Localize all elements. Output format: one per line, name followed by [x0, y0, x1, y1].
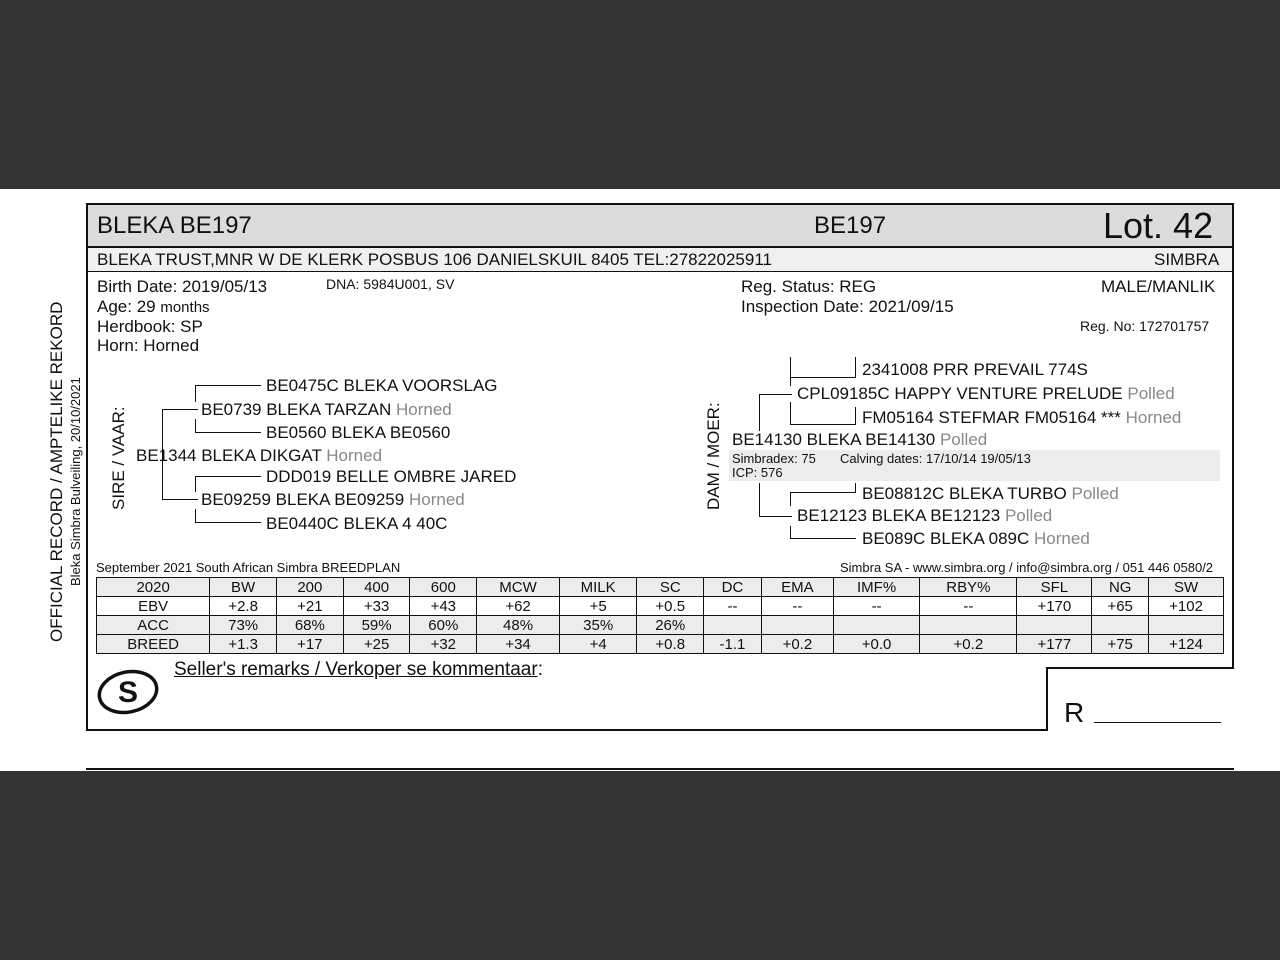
- table-cell: +0.2: [920, 635, 1017, 654]
- sire-sire-name: BE0739 BLEKA TARZAN: [201, 400, 392, 419]
- herdbook: Herdbook: SP: [97, 317, 203, 336]
- dam-sire-sire: 2341008 PRR PREVAIL 774S: [862, 360, 1088, 379]
- table-cell: [761, 616, 833, 635]
- table-cell: +4: [559, 635, 636, 654]
- inspection-date: Inspection Date: 2021/09/15: [741, 297, 954, 316]
- reg-status: Reg. Status: REG: [741, 277, 877, 296]
- table-cell: +32: [410, 635, 477, 654]
- table-cell: 73%: [210, 616, 277, 635]
- ebv-row-ebv: [97, 597, 1224, 616]
- ebv-header-cell: 400: [343, 578, 410, 597]
- sire-dam-sire: DDD019 BELLE OMBRE JARED: [266, 467, 517, 486]
- dam-sire: [797, 384, 1175, 404]
- table-cell: +0.5: [637, 597, 704, 616]
- dam-sire-dam-name: FM05164 STEFMAR FM05164 ***: [862, 408, 1121, 427]
- table-cell: +17: [277, 635, 344, 654]
- breedplan-title: September 2021 South African Simbra BREEDPLAN: [96, 560, 401, 575]
- sire-dam-name: BE09259 BLEKA BE09259: [201, 490, 405, 509]
- ebv-header-cell: SFL: [1017, 578, 1092, 597]
- official-record-label: OFFICIAL RECORD / AMPTELIKE REKORD: [47, 301, 66, 642]
- table-cell: +33: [343, 597, 410, 616]
- table-cell: [1092, 616, 1149, 635]
- auction-label: Bleka Simbra Bulveiling, 20/10/2021: [68, 377, 83, 586]
- price-field[interactable]: [1094, 722, 1221, 723]
- table-cell: +0.0: [833, 635, 919, 654]
- table-cell: +102: [1149, 597, 1224, 616]
- ebv-header-cell: EMA: [761, 578, 833, 597]
- reg-number: Reg. No: 172701757: [1080, 318, 1210, 334]
- dam-dam-sire: [862, 484, 1119, 504]
- sire-name: BE1344 BLEKA DIKGAT: [136, 446, 322, 465]
- simbradex: Simbradex: 75: [732, 451, 816, 466]
- dam-dam-sire-name: BE08812C BLEKA TURBO: [862, 484, 1067, 503]
- table-cell: ACC: [97, 616, 210, 635]
- table-cell: +43: [410, 597, 477, 616]
- sire-dam-horn: Horned: [408, 490, 465, 509]
- sire-sire-sire: BE0475C BLEKA VOORSLAG: [266, 376, 498, 395]
- table-cell: +0.2: [761, 635, 833, 654]
- table-cell: BREED: [97, 635, 210, 654]
- table-cell: -1.1: [704, 635, 762, 654]
- sire-label: SIRE / VAAR:: [109, 406, 128, 510]
- table-cell: [920, 616, 1017, 635]
- ebv-header-cell: SW: [1149, 578, 1224, 597]
- dam-dam-name: BE12123 BLEKA BE12123: [797, 506, 1001, 525]
- ebv-header-cell: NG: [1092, 578, 1149, 597]
- table-cell: --: [833, 597, 919, 616]
- table-cell: [1017, 616, 1092, 635]
- dam-horn: Polled: [939, 430, 988, 449]
- dam-name: BE14130 BLEKA BE14130: [732, 430, 936, 449]
- ebv-header-cell: 200: [277, 578, 344, 597]
- table-cell: +0.8: [637, 635, 704, 654]
- dam-dam-dam-horn: Horned: [1034, 529, 1090, 548]
- ebv-table: [96, 577, 1224, 654]
- breed-name: SIMBRA: [1154, 250, 1220, 269]
- ebv-header-cell: SC: [637, 578, 704, 597]
- horn-status: Horn: Horned: [97, 336, 200, 355]
- dam-dam-dam: [862, 529, 1090, 549]
- sire-dam: [201, 490, 465, 510]
- table-cell: 60%: [410, 616, 477, 635]
- animal-name: BLEKA BE197: [97, 212, 252, 239]
- ebv-row-acc: [97, 616, 1224, 635]
- table-cell: +21: [277, 597, 344, 616]
- title-bar: [88, 205, 1232, 246]
- ebv-header-cell: RBY%: [920, 578, 1017, 597]
- sellers-remarks: [174, 659, 543, 681]
- ebv-header-cell: MCW: [477, 578, 560, 597]
- ebv-header-row: [97, 578, 1224, 597]
- table-cell: 26%: [637, 616, 704, 635]
- dam-dam-sire-horn: Polled: [1071, 484, 1119, 503]
- dam: [732, 430, 987, 450]
- table-cell: 59%: [343, 616, 410, 635]
- table-cell: 68%: [277, 616, 344, 635]
- ebv-header-cell: 2020: [97, 578, 210, 597]
- bottom-rule: [86, 768, 1234, 770]
- icp: ICP: 576: [732, 465, 783, 480]
- ebv-header-cell: IMF%: [833, 578, 919, 597]
- sire-dam-dam: BE0440C BLEKA 4 40C: [266, 514, 448, 533]
- dam-sire-dam-horn: Horned: [1125, 408, 1182, 427]
- dam-dam-horn: Polled: [1004, 506, 1053, 525]
- ebv-header-cell: BW: [210, 578, 277, 597]
- table-cell: 35%: [559, 616, 636, 635]
- dam-dam-dam-name: BE089C BLEKA 089C: [862, 529, 1030, 548]
- dam-label: DAM / MOER:: [704, 402, 723, 510]
- animal-code: BE197: [814, 212, 887, 239]
- table-cell: 48%: [477, 616, 560, 635]
- dam-dam: [797, 506, 1052, 526]
- sire-sire: [201, 400, 452, 420]
- age: [97, 297, 210, 317]
- table-cell: --: [920, 597, 1017, 616]
- dam-sire-dam: [862, 408, 1181, 428]
- table-cell: [704, 616, 762, 635]
- table-cell: +2.8: [210, 597, 277, 616]
- table-cell: [1149, 616, 1224, 635]
- table-cell: +65: [1092, 597, 1149, 616]
- calving-dates: Calving dates: 17/10/14 19/05/13: [840, 451, 1031, 466]
- table-cell: +5: [559, 597, 636, 616]
- table-cell: +170: [1017, 597, 1092, 616]
- dam-sire-horn: Polled: [1127, 384, 1175, 403]
- table-cell: +124: [1149, 635, 1224, 654]
- table-cell: +62: [477, 597, 560, 616]
- owner-details: BLEKA TRUST,MNR W DE KLERK POSBUS 106 DANIELSKUIL 8405 TEL:27822025911: [97, 250, 772, 269]
- sire: [136, 446, 382, 466]
- sire-horn: Horned: [326, 446, 383, 465]
- table-cell: +25: [343, 635, 410, 654]
- table-cell: +177: [1017, 635, 1092, 654]
- ebv-header-cell: DC: [704, 578, 762, 597]
- table-cell: +75: [1092, 635, 1149, 654]
- table-cell: [833, 616, 919, 635]
- lot-number: Lot. 42: [1103, 205, 1214, 246]
- price-symbol: R: [1064, 697, 1085, 728]
- dam-sire-name: CPL09185C HAPPY VENTURE PRELUDE: [797, 384, 1123, 403]
- table-cell: +34: [477, 635, 560, 654]
- breedplan-contact: Simbra SA - www.simbra.org / info@simbra.org / 051 446 0580/2: [840, 560, 1214, 575]
- sellers-remarks-label: Seller's remarks / Verkoper se kommentaar: [174, 659, 538, 680]
- sire-sire-dam: BE0560 BLEKA BE0560: [266, 423, 451, 442]
- ebv-header-cell: MILK: [559, 578, 636, 597]
- table-cell: EBV: [97, 597, 210, 616]
- sex: MALE/MANLIK: [1101, 277, 1216, 296]
- ebv-row-breed: [97, 635, 1224, 654]
- ebv-header-cell: 600: [410, 578, 477, 597]
- birth-date: Birth Date: 2019/05/13: [97, 277, 268, 296]
- simbra-logo-icon: [96, 664, 160, 718]
- sire-sire-horn: Horned: [395, 400, 452, 419]
- age-value: Age: 29: [97, 297, 156, 316]
- age-unit: months: [160, 299, 210, 316]
- dna-info: DNA: 5984U001, SV: [326, 276, 455, 292]
- sellers-remarks-colon: :: [537, 659, 543, 680]
- table-cell: --: [704, 597, 762, 616]
- table-cell: --: [761, 597, 833, 616]
- table-cell: +1.3: [210, 635, 277, 654]
- logo-letter: S: [117, 676, 139, 709]
